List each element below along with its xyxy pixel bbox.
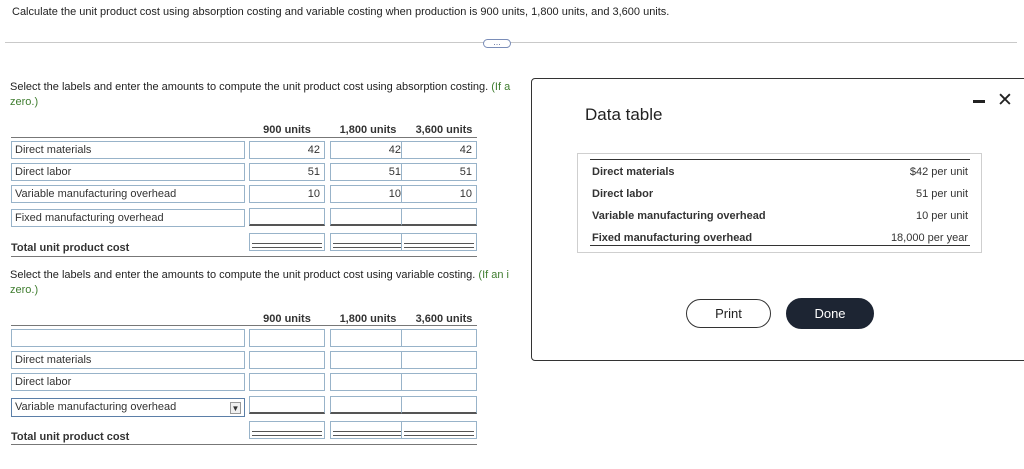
absorption-input-fmo-1800[interactable]: [330, 208, 406, 226]
expand-button[interactable]: …: [483, 39, 511, 48]
absorption-input-fmo-3600[interactable]: [401, 208, 477, 226]
variable-hint: (If an i: [478, 269, 509, 281]
variable-label-direct-labor[interactable]: Direct labor: [11, 373, 245, 391]
dialog-title: Data table: [585, 105, 663, 124]
absorption-total-900[interactable]: [249, 233, 325, 251]
variable-label-dropdown[interactable]: [11, 398, 245, 417]
variable-input-r0-1800[interactable]: [330, 329, 406, 347]
absorption-input-dm-3600[interactable]: 42: [401, 141, 477, 159]
variable-total-1800[interactable]: [330, 421, 406, 439]
absorption-col-1800: 1,800 units: [339, 124, 397, 136]
data-row-value: 18,000 per year: [890, 232, 968, 244]
print-button[interactable]: Print: [686, 299, 771, 328]
data-row-value: 51 per unit: [916, 188, 968, 200]
absorption-input-vmo-3600[interactable]: 10: [401, 185, 477, 203]
variable-hint-cont: zero.): [10, 284, 39, 296]
data-table-bottom-rule: [590, 245, 970, 246]
variable-input-r0-3600[interactable]: [401, 329, 477, 347]
variable-instruction-text: Select the labels and enter the amounts to compute the unit product cost using variable costing.: [10, 269, 476, 281]
variable-col-3600: 3,600 units: [415, 313, 473, 325]
absorption-input-dm-900[interactable]: 42: [249, 141, 325, 159]
absorption-input-dl-900[interactable]: 51: [249, 163, 325, 181]
variable-instruction: [10, 269, 532, 281]
absorption-header-line: [11, 137, 477, 138]
absorption-input-dm-1800[interactable]: 42: [330, 141, 406, 159]
close-icon[interactable]: ✕: [997, 90, 1013, 111]
data-row-label: Direct materials: [592, 166, 675, 178]
variable-input-dl-1800[interactable]: [330, 373, 406, 391]
absorption-hint-cont: zero.): [10, 96, 39, 108]
data-row-direct-labor: [590, 184, 970, 206]
absorption-input-vmo-900[interactable]: 10: [249, 185, 325, 203]
absorption-instruction: [10, 81, 532, 93]
data-row-direct-materials: [590, 162, 970, 184]
data-row-value: $42 per unit: [909, 166, 968, 178]
absorption-hint: (If a: [491, 81, 511, 93]
absorption-input-dl-1800[interactable]: 51: [330, 163, 406, 181]
absorption-input-dl-3600[interactable]: 51: [401, 163, 477, 181]
absorption-label-variable-overhead[interactable]: Variable manufacturing overhead: [11, 185, 245, 203]
data-table: [577, 153, 982, 253]
variable-input-vmo-1800[interactable]: [330, 396, 406, 414]
absorption-label-fixed-overhead[interactable]: Fixed manufacturing overhead: [11, 209, 245, 227]
variable-total-label: Total unit product cost: [11, 431, 130, 443]
absorption-input-fmo-900[interactable]: [249, 208, 325, 226]
absorption-col-3600: 3,600 units: [415, 124, 473, 136]
variable-input-dl-900[interactable]: [249, 373, 325, 391]
done-button[interactable]: Done: [786, 298, 874, 329]
dropdown-arrow-icon[interactable]: ▼: [231, 404, 240, 413]
variable-label-blank[interactable]: [11, 329, 245, 347]
data-table-dialog: [531, 78, 1024, 361]
variable-input-vmo-900[interactable]: [249, 396, 325, 414]
variable-col-900: 900 units: [263, 313, 311, 325]
variable-input-dm-1800[interactable]: [330, 351, 406, 369]
minimize-icon[interactable]: [973, 100, 985, 103]
data-row-label: Direct labor: [592, 188, 654, 200]
data-row-label: Fixed manufacturing overhead: [592, 232, 753, 244]
absorption-total-label: Total unit product cost: [11, 242, 130, 254]
absorption-total-1800[interactable]: [330, 233, 406, 251]
absorption-total-line: [11, 256, 477, 257]
absorption-col-900: 900 units: [263, 124, 311, 136]
variable-input-dl-3600[interactable]: [401, 373, 477, 391]
absorption-input-vmo-1800[interactable]: 10: [330, 185, 406, 203]
variable-input-dm-900[interactable]: [249, 351, 325, 369]
data-row-variable-overhead: [590, 206, 970, 228]
variable-dropdown-value: Variable manufacturing overhead: [15, 401, 177, 413]
variable-total-line: [11, 444, 477, 445]
question-text: Calculate the unit product cost using absorption costing and variable costing when production is 900 units, 1,800 units, and 3,600 units.: [12, 6, 670, 18]
data-row-fixed-overhead: [590, 228, 970, 250]
absorption-label-direct-labor[interactable]: Direct labor: [11, 163, 245, 181]
absorption-instruction-text: Select the labels and enter the amounts to compute the unit product cost using absorption costing.: [10, 81, 489, 93]
absorption-label-direct-materials[interactable]: Direct materials: [11, 141, 245, 159]
data-table-top-rule: [590, 159, 970, 160]
variable-input-dm-3600[interactable]: [401, 351, 477, 369]
data-row-label: Variable manufacturing overhead: [592, 210, 766, 222]
variable-label-direct-materials[interactable]: Direct materials: [11, 351, 245, 369]
variable-total-3600[interactable]: [401, 421, 477, 439]
variable-input-vmo-3600[interactable]: [401, 396, 477, 414]
variable-col-1800: 1,800 units: [339, 313, 397, 325]
divider: [5, 42, 1017, 43]
variable-header-line: [11, 325, 477, 326]
variable-total-900[interactable]: [249, 421, 325, 439]
absorption-total-3600[interactable]: [401, 233, 477, 251]
data-row-value: 10 per unit: [916, 210, 968, 222]
variable-input-r0-900[interactable]: [249, 329, 325, 347]
